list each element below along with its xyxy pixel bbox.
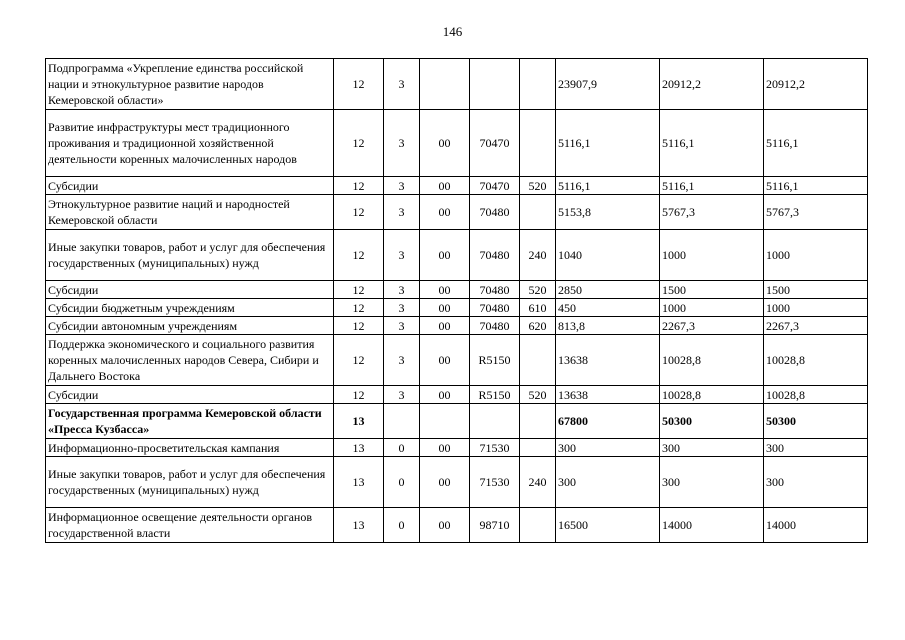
target-code-cell: 70480	[470, 230, 520, 281]
table-row	[46, 177, 868, 195]
subsection-code-cell: 3	[384, 335, 420, 386]
amount-year1-cell: 1040	[556, 230, 660, 281]
amount-year3-cell: 5767,3	[764, 195, 868, 230]
program-code-cell: 00	[420, 335, 470, 386]
target-code-cell: 70470	[470, 177, 520, 195]
page-number: 146	[442, 24, 463, 39]
subsection-code-cell: 3	[384, 299, 420, 317]
amount-year2-cell: 1500	[660, 281, 764, 299]
section-code-cell: 12	[334, 299, 384, 317]
amount-year1-cell: 23907,9	[556, 59, 660, 110]
amount-year3-cell: 2267,3	[764, 317, 868, 335]
amount-year2-cell: 5116,1	[660, 177, 764, 195]
target-code-cell: 71530	[470, 457, 520, 508]
amount-year1-cell: 300	[556, 439, 660, 457]
section-code-cell: 13	[334, 404, 384, 439]
target-code-cell: 70470	[470, 110, 520, 177]
amount-year3-cell: 10028,8	[764, 335, 868, 386]
amount-year1-cell: 5153,8	[556, 195, 660, 230]
expense-type-cell: 520	[520, 281, 556, 299]
table-row	[46, 439, 868, 457]
amount-year3-cell: 20912,2	[764, 59, 868, 110]
row-name-cell: Информационное освещение деятельности органов государственной власти	[46, 508, 334, 543]
section-code-cell: 12	[334, 110, 384, 177]
program-code-cell: 00	[420, 439, 470, 457]
program-code-cell: 00	[420, 317, 470, 335]
row-name-cell: Иные закупки товаров, работ и услуг для обеспечения государственных (муниципальных) нужд	[46, 457, 334, 508]
subsection-code-cell: 3	[384, 59, 420, 110]
subsection-code-cell	[384, 404, 420, 439]
expense-type-cell: 520	[520, 386, 556, 404]
row-name-cell: Субсидии	[46, 281, 334, 299]
subsection-code-cell: 3	[384, 195, 420, 230]
amount-year2-cell: 10028,8	[660, 386, 764, 404]
amount-year1-cell: 5116,1	[556, 110, 660, 177]
expense-type-cell	[520, 404, 556, 439]
section-code-cell: 12	[334, 59, 384, 110]
table-row	[46, 299, 868, 317]
expense-type-cell: 520	[520, 177, 556, 195]
expense-type-cell	[520, 335, 556, 386]
amount-year3-cell: 300	[764, 439, 868, 457]
amount-year2-cell: 300	[660, 439, 764, 457]
target-code-cell: 70480	[470, 317, 520, 335]
program-code-cell	[420, 59, 470, 110]
row-name-cell: Субсидии	[46, 177, 334, 195]
amount-year2-cell: 1000	[660, 299, 764, 317]
amount-year2-cell: 10028,8	[660, 335, 764, 386]
target-code-cell: R5150	[470, 386, 520, 404]
table-row	[46, 508, 868, 543]
row-name-cell: Развитие инфраструктуры мест традиционного проживания и традиционной хозяйственной деятельности коренных малочисленных народов	[46, 110, 334, 177]
expense-type-cell	[520, 195, 556, 230]
target-code-cell: 70480	[470, 299, 520, 317]
section-code-cell: 12	[334, 195, 384, 230]
amount-year3-cell: 1500	[764, 281, 868, 299]
table-row	[46, 317, 868, 335]
target-code-cell: R5150	[470, 335, 520, 386]
amount-year2-cell: 5767,3	[660, 195, 764, 230]
target-code-cell	[470, 59, 520, 110]
row-name-cell: Субсидии	[46, 386, 334, 404]
row-name-cell: Субсидии бюджетным учреждениям	[46, 299, 334, 317]
program-code-cell: 00	[420, 457, 470, 508]
amount-year3-cell: 14000	[764, 508, 868, 543]
expense-type-cell: 620	[520, 317, 556, 335]
target-code-cell	[470, 404, 520, 439]
row-name-cell: Подпрограмма «Укрепление единства российской нации и этнокультурное развитие народов Кемеровской области»	[46, 59, 334, 110]
subsection-code-cell: 0	[384, 439, 420, 457]
row-name-cell: Государственная программа Кемеровской области «Пресса Кузбасса»	[46, 404, 334, 439]
amount-year1-cell: 67800	[556, 404, 660, 439]
amount-year2-cell: 2267,3	[660, 317, 764, 335]
subsection-code-cell: 3	[384, 230, 420, 281]
table-row	[46, 230, 868, 281]
amount-year3-cell: 300	[764, 457, 868, 508]
row-name-cell: Этнокультурное развитие наций и народностей Кемеровской области	[46, 195, 334, 230]
amount-year1-cell: 813,8	[556, 317, 660, 335]
amount-year3-cell: 5116,1	[764, 110, 868, 177]
section-code-cell: 12	[334, 386, 384, 404]
subsection-code-cell: 3	[384, 110, 420, 177]
target-code-cell: 70480	[470, 195, 520, 230]
target-code-cell: 98710	[470, 508, 520, 543]
section-code-cell: 12	[334, 317, 384, 335]
amount-year2-cell: 20912,2	[660, 59, 764, 110]
budget-table-body	[46, 59, 868, 543]
table-row	[46, 386, 868, 404]
section-code-cell: 12	[334, 177, 384, 195]
amount-year3-cell: 1000	[764, 299, 868, 317]
subsection-code-cell: 0	[384, 508, 420, 543]
table-row	[46, 281, 868, 299]
amount-year2-cell: 300	[660, 457, 764, 508]
subsection-code-cell: 3	[384, 386, 420, 404]
budget-table	[45, 58, 868, 543]
program-code-cell: 00	[420, 508, 470, 543]
table-row	[46, 335, 868, 386]
amount-year3-cell: 10028,8	[764, 386, 868, 404]
expense-type-cell	[520, 110, 556, 177]
target-code-cell: 71530	[470, 439, 520, 457]
program-code-cell: 00	[420, 177, 470, 195]
row-name-cell: Субсидии автономным учреждениям	[46, 317, 334, 335]
amount-year3-cell: 5116,1	[764, 177, 868, 195]
section-code-cell: 13	[334, 439, 384, 457]
section-code-cell: 12	[334, 281, 384, 299]
subsection-code-cell: 3	[384, 281, 420, 299]
expense-type-cell: 610	[520, 299, 556, 317]
table-row	[46, 59, 868, 110]
section-code-cell: 13	[334, 457, 384, 508]
program-code-cell: 00	[420, 195, 470, 230]
program-code-cell	[420, 404, 470, 439]
table-row	[46, 110, 868, 177]
amount-year1-cell: 300	[556, 457, 660, 508]
row-name-cell: Поддержка экономического и социального развития коренных малочисленных народов Севера, Сибири и Дальнего Востока	[46, 335, 334, 386]
amount-year2-cell: 5116,1	[660, 110, 764, 177]
section-code-cell: 12	[334, 230, 384, 281]
program-code-cell: 00	[420, 110, 470, 177]
amount-year3-cell: 1000	[764, 230, 868, 281]
target-code-cell: 70480	[470, 281, 520, 299]
amount-year1-cell: 13638	[556, 386, 660, 404]
expense-type-cell: 240	[520, 457, 556, 508]
program-code-cell: 00	[420, 299, 470, 317]
amount-year1-cell: 16500	[556, 508, 660, 543]
table-row	[46, 195, 868, 230]
expense-type-cell	[520, 439, 556, 457]
amount-year3-cell: 50300	[764, 404, 868, 439]
amount-year1-cell: 450	[556, 299, 660, 317]
section-code-cell: 12	[334, 335, 384, 386]
section-code-cell: 13	[334, 508, 384, 543]
amount-year1-cell: 2850	[556, 281, 660, 299]
subsection-code-cell: 0	[384, 457, 420, 508]
expense-type-cell	[520, 59, 556, 110]
expense-type-cell	[520, 508, 556, 543]
row-name-cell: Информационно-просветительская кампания	[46, 439, 334, 457]
amount-year1-cell: 5116,1	[556, 177, 660, 195]
program-code-cell: 00	[420, 281, 470, 299]
amount-year2-cell: 14000	[660, 508, 764, 543]
amount-year1-cell: 13638	[556, 335, 660, 386]
program-code-cell: 00	[420, 386, 470, 404]
amount-year2-cell: 50300	[660, 404, 764, 439]
subsection-code-cell: 3	[384, 177, 420, 195]
expense-type-cell: 240	[520, 230, 556, 281]
row-name-cell: Иные закупки товаров, работ и услуг для обеспечения государственных (муниципальных) нужд	[46, 230, 334, 281]
program-code-cell: 00	[420, 230, 470, 281]
table-row	[46, 457, 868, 508]
table-row	[46, 404, 868, 439]
amount-year2-cell: 1000	[660, 230, 764, 281]
subsection-code-cell: 3	[384, 317, 420, 335]
